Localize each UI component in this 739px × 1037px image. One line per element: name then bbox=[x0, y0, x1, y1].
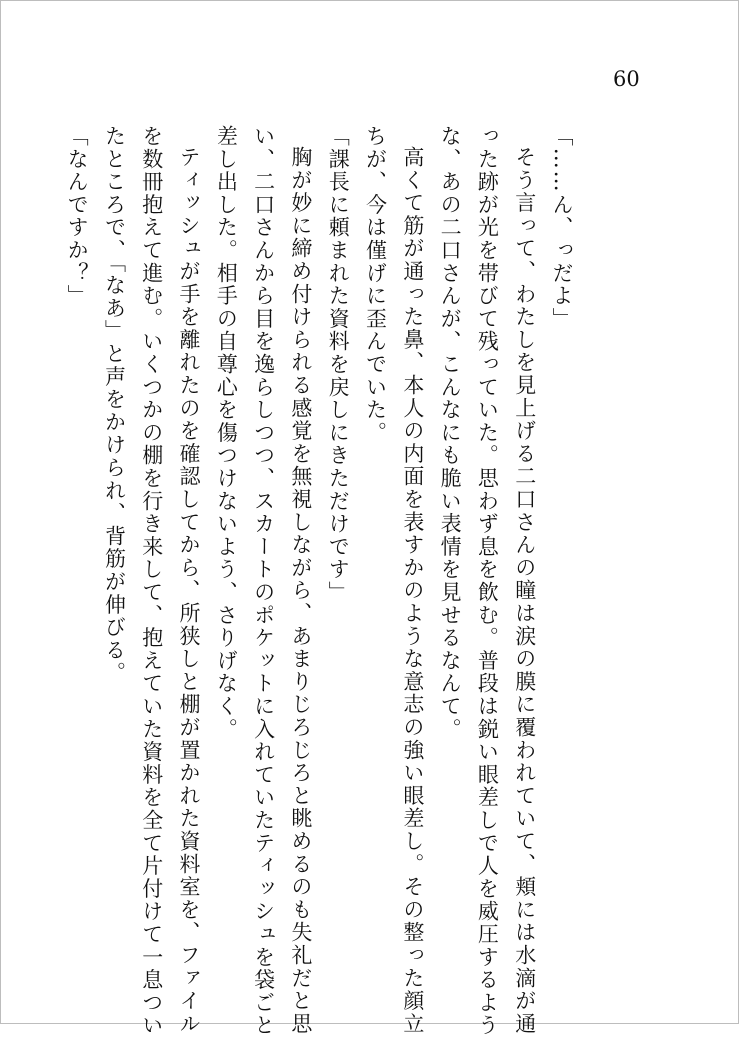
vertical-text-body bbox=[58, 125, 580, 1037]
text-line: ちが、今は僅げに歪んでいた。 bbox=[363, 125, 388, 445]
text-line: そう言って、わたしを見上げる二口さんの瞳は涙の膜に覆われていて、頬には水滴が通 bbox=[512, 146, 537, 1036]
text-line: 高くて筋が通った鼻、本人の内面を表すかのような意志の強い眼差し。その整った顔立 bbox=[400, 146, 425, 1036]
text-line: たところで、「なあ」と声をかけられ、背筋が伸びる。 bbox=[102, 125, 127, 685]
text-line: い、二口さんから目を逸らしつつ、スカートのポケットに入れていたティッシュを袋ごと bbox=[251, 125, 276, 1037]
text-line: を数冊抱えて進む。いくつかの棚を行き来して、抱えていた資料を全て片付けて一息つい bbox=[139, 125, 164, 1037]
text-line: 胸が妙に締め付けられる感覚を無視しながら、あまりじろじろと眺めるのも失礼だと思 bbox=[288, 146, 313, 1036]
text-line: ティッシュが手を離れたのを確認してから、所狭しと棚が置かれた資料室を、ファイル bbox=[177, 146, 202, 1036]
text-line: 差し出した。相手の自尊心を傷つけないよう、さりげなく。 bbox=[214, 125, 239, 741]
text-line: 「なんですか？」 bbox=[65, 125, 90, 308]
text-line: 「課長に頼まれた資料を戻しにきただけです」 bbox=[326, 125, 351, 604]
page-number: 60 bbox=[613, 67, 640, 91]
text-line: 「……ん、っだよ」 bbox=[550, 125, 574, 331]
text-line: な、あの二口さんが、こんなにも脆い表情を見せるなんて。 bbox=[438, 125, 463, 741]
text-line: った跡が光を帯びて残っていた。思わず息を飲む。普段は鋭い眼差しで人を威圧するよう bbox=[475, 125, 500, 1037]
